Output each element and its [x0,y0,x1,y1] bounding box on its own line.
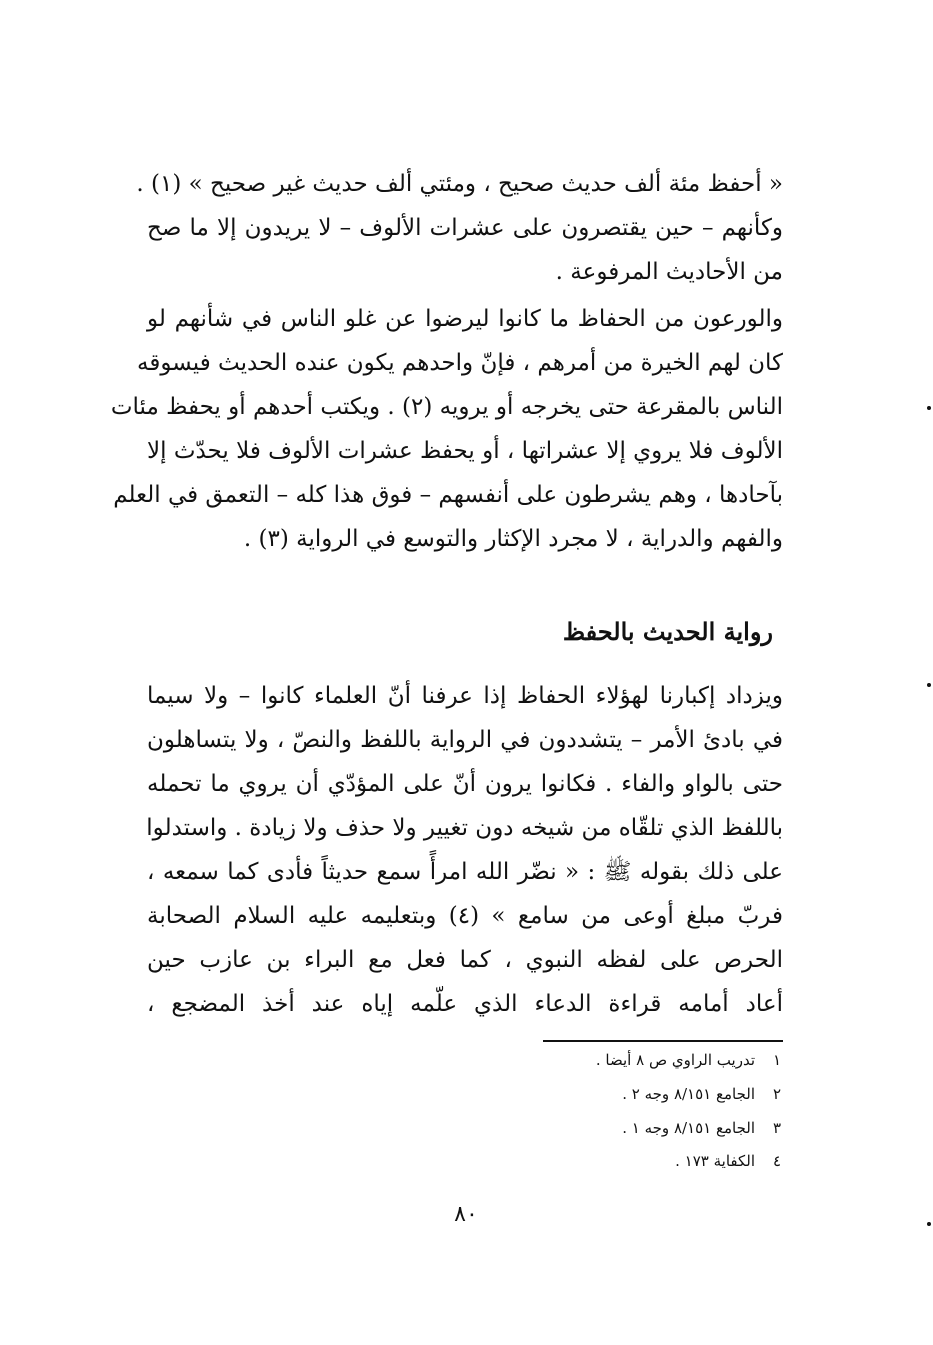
text-line: كان لهم الخيرة من أمرهم ، فإنّ واحدهم يكون عنده الحديث فيسوقه [137,350,783,376]
scan-speck [927,1222,931,1226]
text-line: حتى بالواو والفاء . فكانوا يرون أنّ على المؤدّي أن يروي ما تحمله [147,771,783,797]
footnote [451,1047,781,1073]
text-line: والفهم والدراية ، لا مجرد الإكثار والتوسع في الرواية (٣) . [243,526,783,552]
footnote-separator [543,1040,783,1042]
footnote [451,1115,781,1141]
scan-speck [927,683,931,687]
text-line: أعاد أمامه قراءة الدعاء الذي علّمه إياه عند أخذ المضجع ، [147,991,783,1017]
footnote-text: الجامع ٨/١٥١ وجه ٢ . [622,1085,755,1103]
footnote-text: تدريب الراوي ص ٨ أيضا . [595,1051,755,1069]
footnote-number: ٤ [772,1152,781,1170]
text-line: باللفظ الذي تلقّاه من شيخه دون تغيير ولا حذف ولا زيادة . واستدلوا [146,815,783,841]
text-line: في بادئ الأمر – يتشددون في الرواية باللفظ والنصّ ، ولا يتساهلون [147,727,783,753]
footnote [451,1148,781,1174]
footnote-number: ٢ [772,1085,781,1103]
text-line: الحرص على لفظه النبوي ، كما فعل مع البراء بن عازب حين [147,947,783,973]
text-line: الناس بالمقرعة حتى يخرجه أو يرويه (٢) . ويكتب أحدهم أو يحفظ مئات [110,394,783,420]
text-line: فربّ مبلغ أوعى من سامع » (٤) وبتعليمه عليه السلام الصحابة [147,903,783,929]
text-line: بآحادها ، وهم يشرطون على أنفسهم – فوق هذا كله – التعمق في العلم [113,482,783,508]
text-line: وكأنهم – حين يقتصرون على عشرات الألوف – لا يريدون إلا ما صح [147,215,783,241]
footnote-number: ٣ [772,1119,781,1137]
section-heading: رواية الحديث بالحفظ [562,617,773,646]
text-line: « أحفظ مئة ألف حديث صحيح ، ومئتي ألف حديث غير صحيح » (١) . [136,171,783,197]
footnote-text: الكفاية ١٧٣ . [675,1152,755,1170]
text-line: ويزداد إكبارنا لهؤلاء الحفاظ إذا عرفنا أنّ العلماء كانوا – ولا سيما [147,683,783,709]
page-number: ٨٠ [454,1202,478,1227]
footnote-text: الجامع ٨/١٥١ وجه ١ . [622,1119,755,1137]
text-line: من الأحاديث المرفوعة . [555,259,783,285]
text-line: الألوف فلا يروي إلا عشراتها ، أو يحفظ عشرات الألوف فلا يحدّث إلا [147,438,783,464]
footnote-number: ١ [772,1051,781,1069]
footnote [451,1081,781,1107]
scan-speck [927,406,931,410]
text-line: على ذلك بقوله ﷺ : « نضّر الله امرأً سمع حديثاً فأدى كما سمعه ، [147,859,783,885]
text-line: والورعون من الحفاظ ما كانوا ليرضوا عن غلو الناس في شأنهم لو [147,306,783,332]
